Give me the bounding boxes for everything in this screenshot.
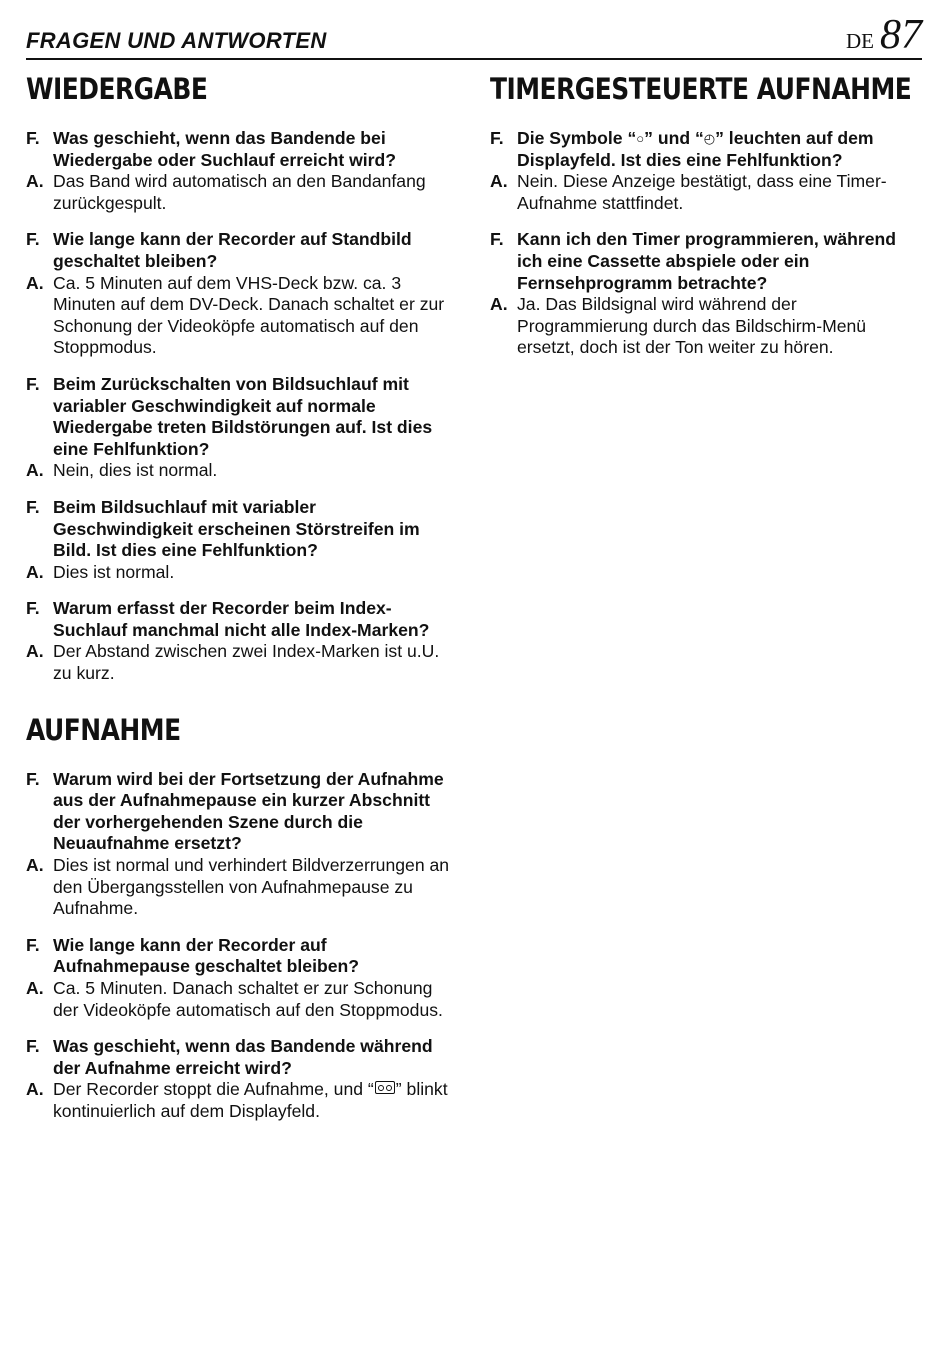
- answer-text: Nein, dies ist normal.: [53, 460, 218, 481]
- question-text-part: Die Symbole “: [517, 128, 637, 148]
- question-text: Warum erfasst der Recorder beim Index-Suchlauf manchmal nicht alle Index-Marken?: [53, 598, 430, 640]
- question: [26, 935, 456, 978]
- qa-item: [26, 598, 456, 684]
- question-label: F.: [26, 496, 40, 517]
- question-label: F.: [26, 598, 40, 619]
- question-text: Was geschieht, wenn das Bandende während der Aufnahme erreicht wird?: [53, 1036, 433, 1078]
- answer-text-start: Der Recorder stoppt die Aufnahme, und “: [53, 1079, 374, 1100]
- question: [26, 769, 456, 855]
- section-aufnahme: [26, 711, 456, 1123]
- question: [26, 229, 456, 272]
- question: [26, 598, 456, 641]
- qa-item: [26, 1036, 456, 1122]
- question-label: F.: [26, 768, 40, 789]
- page-number: 87: [880, 12, 922, 58]
- answer: [26, 171, 456, 214]
- answer-text: Das Band wird automatisch an den Bandanfang zurückgespult.: [53, 171, 426, 213]
- question: [26, 374, 456, 460]
- section-timer: [490, 70, 922, 359]
- page-indicator: [846, 14, 922, 56]
- section-wiedergabe: [26, 70, 456, 685]
- answer: [26, 460, 456, 482]
- question-label: F.: [490, 128, 504, 148]
- question-label: F.: [26, 373, 40, 394]
- right-column: [490, 70, 922, 374]
- qa-item: [490, 229, 922, 359]
- question: [490, 128, 922, 171]
- qa-item: [490, 128, 922, 214]
- question-text-part: ” leuchten auf dem Displayfeld. Ist dies eine Fehlfunktion?: [517, 128, 874, 170]
- answer-label: A.: [490, 294, 508, 315]
- question-text: Wie lange kann der Recorder auf Standbild geschaltet bleiben?: [53, 229, 412, 271]
- header-title: FRAGEN UND ANTWORTEN: [26, 28, 327, 53]
- answer-text: Ca. 5 Minuten auf dem VHS-Deck bzw. ca. 3 Minuten auf dem DV-Deck. Danach schaltet er zur Schonung der Videoköpfe automatisch auf den Stoppmodus.: [53, 272, 445, 358]
- answer-text: Ca. 5 Minuten. Danach schaltet er zur Schonung der Videoköpfe automatisch auf den Stoppmodus.: [53, 978, 443, 1020]
- answer-label: A.: [26, 978, 44, 998]
- qa-item: [26, 769, 456, 920]
- answer-text: Dies ist normal.: [53, 561, 175, 582]
- question-text: Warum wird bei der Fortsetzung der Aufnahme aus der Aufnahmepause ein kurzer Abschnitt der vorhergehenden Szene durch die Neuaufnahme ersetzt?: [53, 768, 444, 854]
- answer-label: A.: [26, 855, 44, 876]
- answer: [26, 978, 456, 1021]
- answer-label: A.: [490, 171, 508, 192]
- section-title: AUFNAHME: [26, 712, 181, 747]
- section-title: TIMERGESTEUERTE AUFNAHME: [490, 72, 912, 106]
- question-label: F.: [490, 229, 504, 250]
- question-text: Kann ich den Timer programmieren, während ich eine Cassette abspiele oder ein Fernsehprogramm betrachte?: [517, 229, 897, 293]
- answer-text: [53, 1079, 456, 1122]
- answer-label: A.: [26, 171, 44, 192]
- answer: [490, 294, 922, 359]
- question-text: Beim Bildsuchlauf mit variabler Geschwindigkeit erscheinen Störstreifen im Bild. Ist dies eine Fehlfunktion?: [53, 496, 420, 561]
- answer: [26, 855, 456, 920]
- question-text: Beim Zurückschalten von Bildsuchlauf mit variabler Geschwindigkeit auf normale Wiedergabe treten Bildstörungen auf. Ist dies eine Fehlfunktion?: [53, 373, 433, 459]
- qa-item: [26, 374, 456, 482]
- answer-label: A.: [26, 272, 44, 293]
- question: [26, 1036, 456, 1079]
- answer-label: A.: [26, 641, 44, 662]
- question-label: F.: [26, 934, 40, 955]
- language-code: DE: [846, 29, 874, 53]
- answer: [26, 562, 456, 584]
- answer-text: Nein. Diese Anzeige bestätigt, dass eine Timer-Aufnahme stattfindet.: [517, 171, 887, 213]
- question-label: F.: [26, 128, 40, 148]
- answer-label: A.: [26, 460, 44, 481]
- qa-item: [26, 935, 456, 1021]
- answer-text: Der Abstand zwischen zwei Index-Marken ist u.U. zu kurz.: [53, 641, 440, 684]
- left-column: [26, 70, 456, 1138]
- question-text: Was geschieht, wenn das Bandende bei Wiedergabe oder Suchlauf erreicht wird?: [53, 128, 396, 170]
- answer-label: A.: [26, 561, 44, 582]
- section-title: WIEDERGABE: [26, 72, 208, 106]
- page-header: [26, 12, 922, 60]
- answer: [26, 641, 456, 684]
- question-text: Wie lange kann der Recorder auf Aufnahmepause geschaltet bleiben?: [53, 934, 360, 977]
- answer-text: Ja. Das Bildsignal wird während der Programmierung durch das Bildschirm-Menü ersetzt, doch ist der Ton weiter zu hören.: [517, 294, 867, 358]
- question-label: F.: [26, 229, 40, 250]
- timer-clock-icon: ◴: [703, 131, 716, 146]
- question-text-part: ” und “: [644, 128, 704, 148]
- answer-text-end: ” blinkt kontinuierlich auf dem Displayfeld.: [53, 1079, 448, 1121]
- question-text: [517, 128, 922, 171]
- answer-text: Dies ist normal und verhindert Bildverzerrungen an den Übergangsstellen von Aufnahmepause zu Aufnahme.: [53, 855, 450, 919]
- question: [490, 229, 922, 294]
- question: [26, 128, 456, 171]
- question: [26, 497, 456, 562]
- answer-label: A.: [26, 1079, 44, 1100]
- qa-item: [26, 128, 456, 214]
- answer: [26, 1079, 456, 1122]
- answer: [26, 273, 456, 359]
- qa-item: [26, 497, 456, 583]
- cassette-icon: [375, 1081, 395, 1094]
- answer: [490, 171, 922, 214]
- question-label: F.: [26, 1036, 40, 1057]
- qa-item: [26, 229, 456, 359]
- timer-standby-icon: ○: [636, 131, 645, 146]
